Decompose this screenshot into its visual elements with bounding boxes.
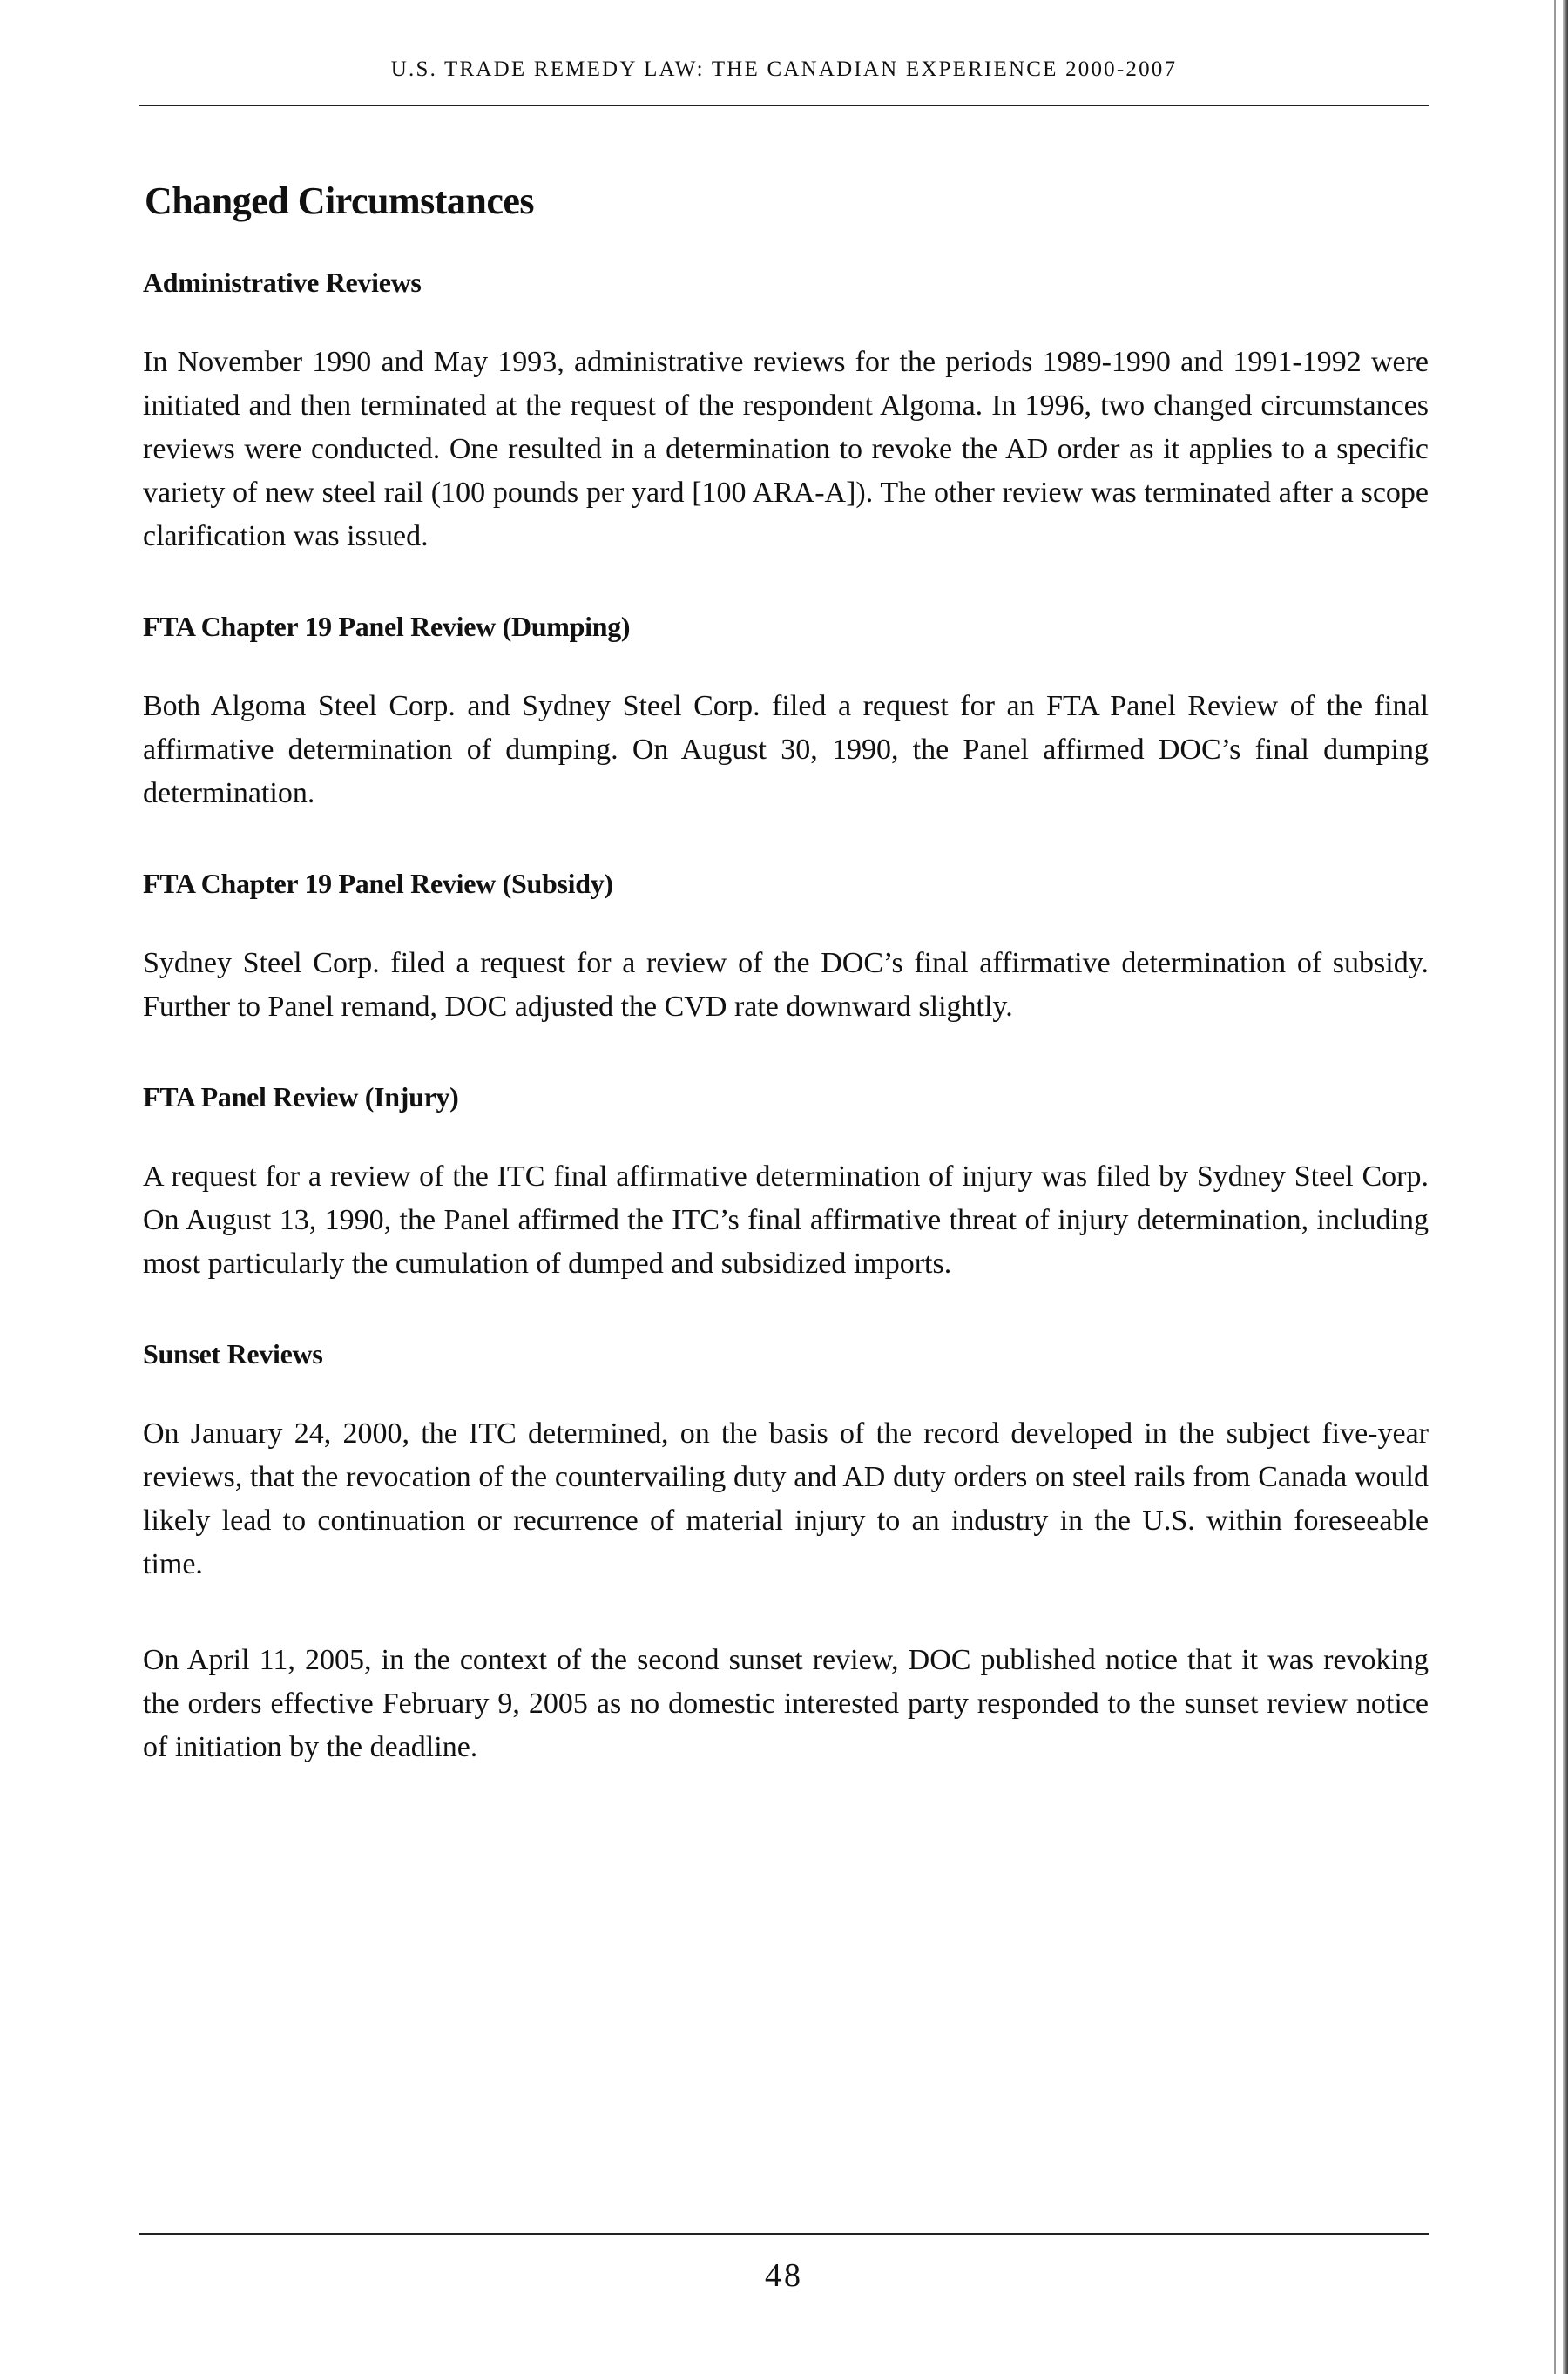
section-heading: FTA Panel Review (Injury) xyxy=(143,1081,459,1113)
page-number: 48 xyxy=(765,2257,803,2294)
section-administrative-reviews xyxy=(143,267,1429,558)
running-head: U.S. TRADE REMEDY LAW: THE CANADIAN EXPERIENCE 2000-2007 xyxy=(390,57,1178,81)
section-sunset-reviews xyxy=(143,1338,1429,1769)
paragraph: Sydney Steel Corp. filed a request for a review of the DOC’s final affirmative determination of subsidy. Further to Panel remand, DOC adjusted the CVD rate downward slightly. xyxy=(143,947,1429,1023)
binding-edge xyxy=(1563,0,1568,2374)
paragraph: Both Algoma Steel Corp. and Sydney Steel Corp. filed a request for an FTA Panel Review of the final affirmative determination of dumping. On August 30, 1990, the Panel affirmed DOC’s final dumping determination. xyxy=(143,690,1429,809)
paragraph: A request for a review of the ITC final affirmative determination of injury was filed by Sydney Steel Corp. On August 13, 1990, the Panel affirmed the ITC’s final affirmative threat of injury determination, including most particularly the cumulation of dumped and subsidized imports. xyxy=(143,1160,1429,1280)
chapter-title: Changed Circumstances xyxy=(145,179,535,222)
paragraph: In November 1990 and May 1993, administrative reviews for the periods 1989-1990 and 1991-1992 were initiated and then terminated at the request of the respondent Algoma. In 1996, two changed circumstances reviews were conducted. One resulted in a determination to revoke the AD order as it applies to a specific variety of new steel rail (100 pounds per yard [100 ARA-A]). The other review was terminated after a scope clarification was issued. xyxy=(143,346,1429,552)
footer-rule xyxy=(139,2233,1429,2235)
paragraph: On January 24, 2000, the ITC determined, on the basis of the record developed in the subject five-year reviews, that the revocation of the countervailing duty and AD duty orders on steel rails from Canada would likely lead to continuation or recurrence of material injury to an industry in the U.S. within foreseeable time. xyxy=(143,1417,1429,1580)
binding-line xyxy=(1554,0,1556,2374)
section-heading: FTA Chapter 19 Panel Review (Dumping) xyxy=(143,611,631,642)
section-fta-panel-review-injury xyxy=(143,1081,1429,1286)
section-heading: FTA Chapter 19 Panel Review (Subsidy) xyxy=(143,868,613,899)
section-heading: Sunset Reviews xyxy=(143,1338,323,1370)
section-heading: Administrative Reviews xyxy=(143,267,422,298)
paragraph: On April 11, 2005, in the context of the second sunset review, DOC published notice that it was revoking the orders effective February 9, 2005 as no domestic interested party responded to the sunset review notice of initiation by the deadline. xyxy=(143,1644,1429,1763)
section-fta-panel-review-dumping xyxy=(143,611,1429,815)
header-rule xyxy=(139,105,1429,106)
page-body xyxy=(143,179,1429,1822)
section-fta-panel-review-subsidy xyxy=(143,868,1429,1029)
